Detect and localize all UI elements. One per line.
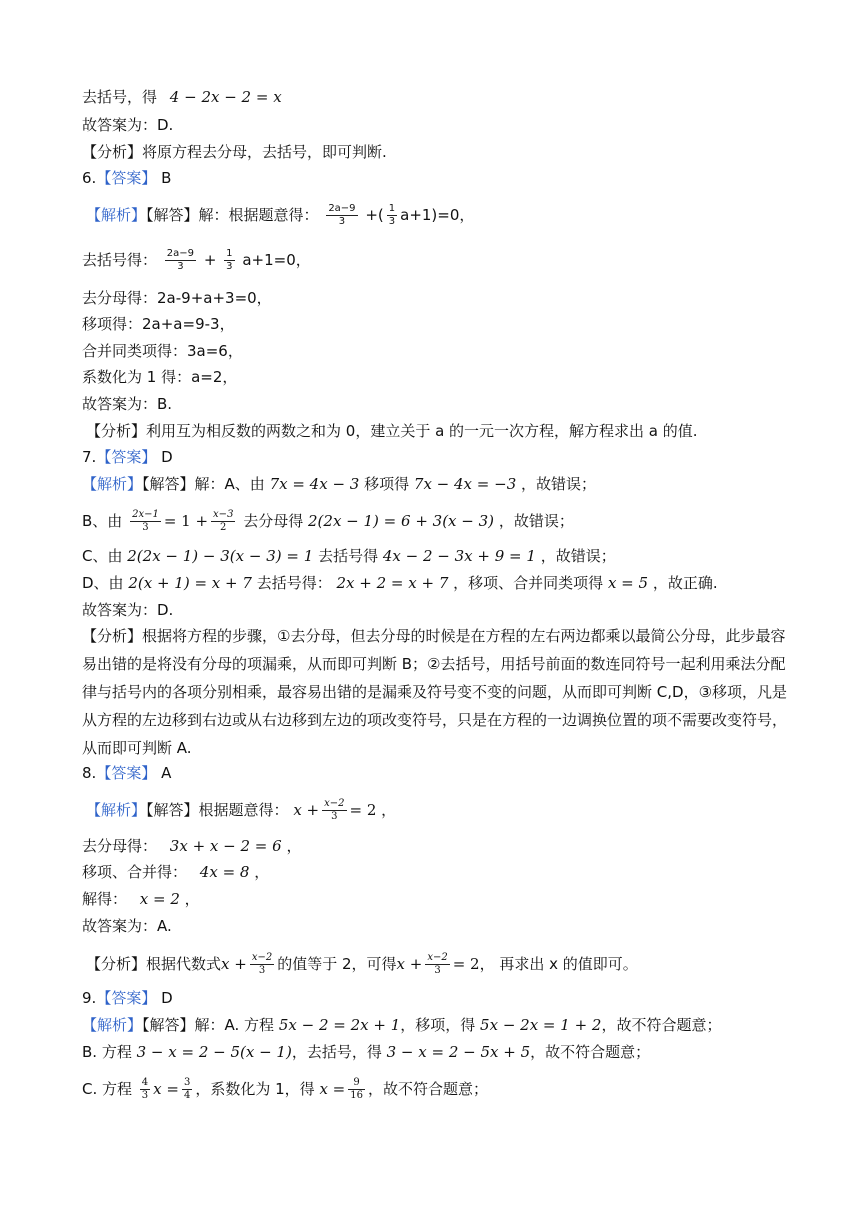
denominator: 3 [177, 261, 184, 272]
numerator: 4 [141, 1077, 149, 1088]
fraction [348, 1077, 365, 1102]
analysis-paragraph: 【分析】根据将方程的步骤，①去分母，但去分母的时候是在方程的左右两边都乘以最简公分母，此步最容易出错的是将没有分母的项漏乘，从而即可判断 B；②去括号，用括号前面的数连同符号一起利用乘法分配律与括号内的各项分别相乘，最容易出错的是漏乘及符号变不变的问题，从而即可判断 C,D，③移项，凡是从方程的左边移到右边或从右边移到左边的项改变符号，只是在方程的一边调换位置的项不需要改变符号，从而即可判断 A. [82, 627, 788, 757]
denominator: 3 [141, 1090, 149, 1101]
fraction [211, 509, 235, 534]
fraction [326, 203, 357, 228]
fraction [182, 1077, 192, 1102]
numerator: x−2 [427, 952, 448, 963]
fraction [322, 798, 346, 823]
fraction [140, 1077, 150, 1102]
text: ，故不符合题意； [367, 1080, 488, 1098]
text: ， [381, 801, 397, 819]
equation: x + [221, 955, 247, 973]
question-9-answer [82, 988, 800, 1008]
text: 【解答】根据题意得： [146, 801, 289, 819]
text: ，移项、合并同类项得 [453, 574, 604, 592]
text: +( [365, 206, 384, 224]
text-line [82, 1015, 800, 1035]
equation: 4x = 8 [199, 863, 250, 881]
answer-value: D [161, 989, 173, 1007]
numerator: 2a−9 [166, 248, 195, 259]
text: C、由 [82, 547, 123, 565]
text: 【解答】解：A. 方程 [142, 1016, 275, 1034]
question-7-answer [82, 447, 800, 467]
fraction [130, 509, 161, 534]
text-line [82, 573, 800, 593]
text-line: 故答案为：D. [82, 601, 174, 619]
answer-value: A [161, 764, 172, 782]
analysis-line: 【分析】利用互为相反数的两数之和为 0，建立关于 a 的一元一次方程，解方程求出 a 的值. [86, 422, 698, 440]
equation: 2(2x − 1) − 3(x − 3) = 1 [127, 547, 314, 565]
equation: 5x − 2x = 1 + 2 [480, 1016, 602, 1034]
denominator: 3 [388, 216, 396, 227]
answer-value: B [161, 169, 172, 187]
question-number: 7. [82, 448, 97, 466]
text: ，故错误； [540, 547, 616, 565]
jiexi-tag: 【解析】 [86, 206, 147, 224]
equation: x + [396, 955, 423, 973]
answer-tag: 【答案】 [96, 989, 157, 1007]
fraction [250, 952, 274, 977]
question-6-solution [86, 203, 800, 228]
jiexi-tag: 【解析】 [86, 801, 147, 819]
equation: 4 − 2x − 2 = x [169, 88, 282, 106]
text-line [82, 474, 800, 494]
text-line: 移项、合并得： 4x = 8 ， [82, 863, 270, 881]
numerator: x−3 [213, 509, 234, 520]
text: 【解答】解：A、由 [142, 475, 265, 493]
answer-tag: 【答案】 [96, 448, 157, 466]
text: B、由 [82, 512, 123, 530]
text: 移项得 [364, 475, 410, 493]
text-line [82, 248, 800, 273]
equation: x = 5 [607, 574, 649, 592]
numerator: 3 [183, 1077, 191, 1088]
fraction [224, 248, 234, 273]
text: 的值等于 2，可得 [277, 955, 397, 973]
fraction [387, 203, 397, 228]
analysis-line [86, 952, 800, 977]
equation: 2(x + 1) = x + 7 [128, 574, 252, 592]
text-line [82, 1042, 800, 1062]
fraction [165, 248, 196, 273]
text: a+1=0， [242, 251, 311, 269]
text: ，故正确. [652, 574, 718, 592]
text: a+1)=0， [400, 206, 475, 224]
text-line: 解得： x = 2 ， [82, 890, 200, 908]
denominator: 3 [434, 965, 441, 976]
text: = 1 + [163, 512, 209, 530]
answer-tag: 【答案】 [96, 764, 157, 782]
equation: 3 − x = 2 − 5(x − 1) [136, 1043, 292, 1061]
denominator: 16 [350, 1090, 363, 1101]
denominator: 3 [338, 216, 346, 227]
text: ，移项，得 [400, 1016, 476, 1034]
jiexi-tag: 【解析】 [82, 1016, 143, 1034]
step-label: 解得： [82, 890, 128, 908]
numerator: 2a−9 [328, 203, 356, 214]
text-line [82, 87, 800, 107]
text: ，故错误； [521, 475, 597, 493]
step-label: 移项、合并得： [82, 863, 188, 881]
equation: = 2 [452, 955, 480, 973]
numerator: 9 [348, 1077, 365, 1090]
equation: 4x − 2 − 3x + 9 = 1 [382, 547, 536, 565]
text-line [82, 1077, 800, 1102]
equation: x = [153, 1080, 179, 1098]
equation: x = 2 [139, 890, 180, 908]
answer-value: D [161, 448, 173, 466]
equation: 7x = 4x − 3 [269, 475, 360, 493]
text: B. 方程 [82, 1043, 132, 1061]
text: 去括号得： [256, 574, 332, 592]
text-line: 去分母得： 3x + x − 2 = 6 ， [82, 837, 302, 855]
numerator: 1 [388, 203, 396, 214]
denominator: 3 [226, 261, 233, 272]
text-line: 系数化为 1 得：a=2， [82, 368, 238, 386]
equation: 3x + x − 2 = 6 [169, 837, 282, 855]
equation: x = [319, 1080, 346, 1098]
text-line [82, 509, 800, 534]
step-label: 去分母得： [82, 837, 158, 855]
question-8-answer [82, 763, 800, 783]
jiexi-tag: 【解析】 [82, 475, 143, 493]
text: ，去括号，得 [291, 1043, 382, 1061]
question-6-answer [82, 168, 800, 188]
text-line: 故答案为：A. [82, 917, 172, 935]
equation: x + [293, 801, 320, 819]
denominator: 3 [331, 811, 338, 822]
numerator: x−2 [324, 798, 345, 809]
numerator: 2x−1 [132, 509, 159, 520]
numerator: 1 [226, 248, 233, 259]
question-number: 8. [82, 764, 97, 782]
text-line [86, 798, 800, 823]
text-line: 故答案为：D. [82, 116, 174, 134]
text-line [82, 546, 800, 566]
step-label: 去括号得： [82, 251, 158, 269]
equation: 2(2x − 1) = 6 + 3(x − 3) [308, 512, 495, 530]
numerator: x−2 [251, 952, 273, 963]
step-label: 去括号，得 [82, 88, 158, 106]
question-number: 9. [82, 989, 97, 1007]
text-line: 移项得：2a+a=9-3， [82, 315, 235, 333]
equation: 2x + 2 = x + 7 [336, 574, 449, 592]
denominator: 3 [142, 522, 149, 533]
text: 去括号得 [318, 547, 379, 565]
text: ，系数化为 1，得 [195, 1080, 315, 1098]
equation: = 2 [349, 801, 377, 819]
text-line: 去分母得：2a-9+a+3=0， [82, 289, 272, 307]
text: 去分母得 [243, 512, 304, 530]
text: D、由 [82, 574, 124, 592]
equation: 5x − 2 = 2x + 1 [278, 1016, 401, 1034]
question-number: 6. [82, 169, 97, 187]
text: ，故错误； [498, 512, 574, 530]
answer-tag: 【答案】 [96, 169, 157, 187]
jieda-text: 【解答】解：根据题意得： [146, 206, 319, 224]
text: ，故不符合题意； [530, 1043, 651, 1061]
analysis-line: 【分析】将原方程去分母，去括号，即可判断. [82, 143, 387, 161]
fraction [425, 952, 449, 977]
text: C. 方程 [82, 1080, 133, 1098]
text: 【分析】根据代数式 [86, 955, 222, 973]
equation: 3 − x = 2 − 5x + 5 [386, 1043, 531, 1061]
text: ，故不符合题意； [601, 1016, 722, 1034]
equation: 7x − 4x = −3 [413, 475, 517, 493]
text: ， 再求出 x 的值即可。 [479, 955, 638, 973]
denominator: 4 [183, 1090, 191, 1101]
denominator: 3 [258, 965, 266, 976]
denominator: 2 [220, 522, 227, 533]
text: + [203, 251, 217, 269]
text-line: 故答案为：B. [82, 395, 173, 413]
text-line: 合并同类项得：3a=6， [82, 342, 243, 360]
